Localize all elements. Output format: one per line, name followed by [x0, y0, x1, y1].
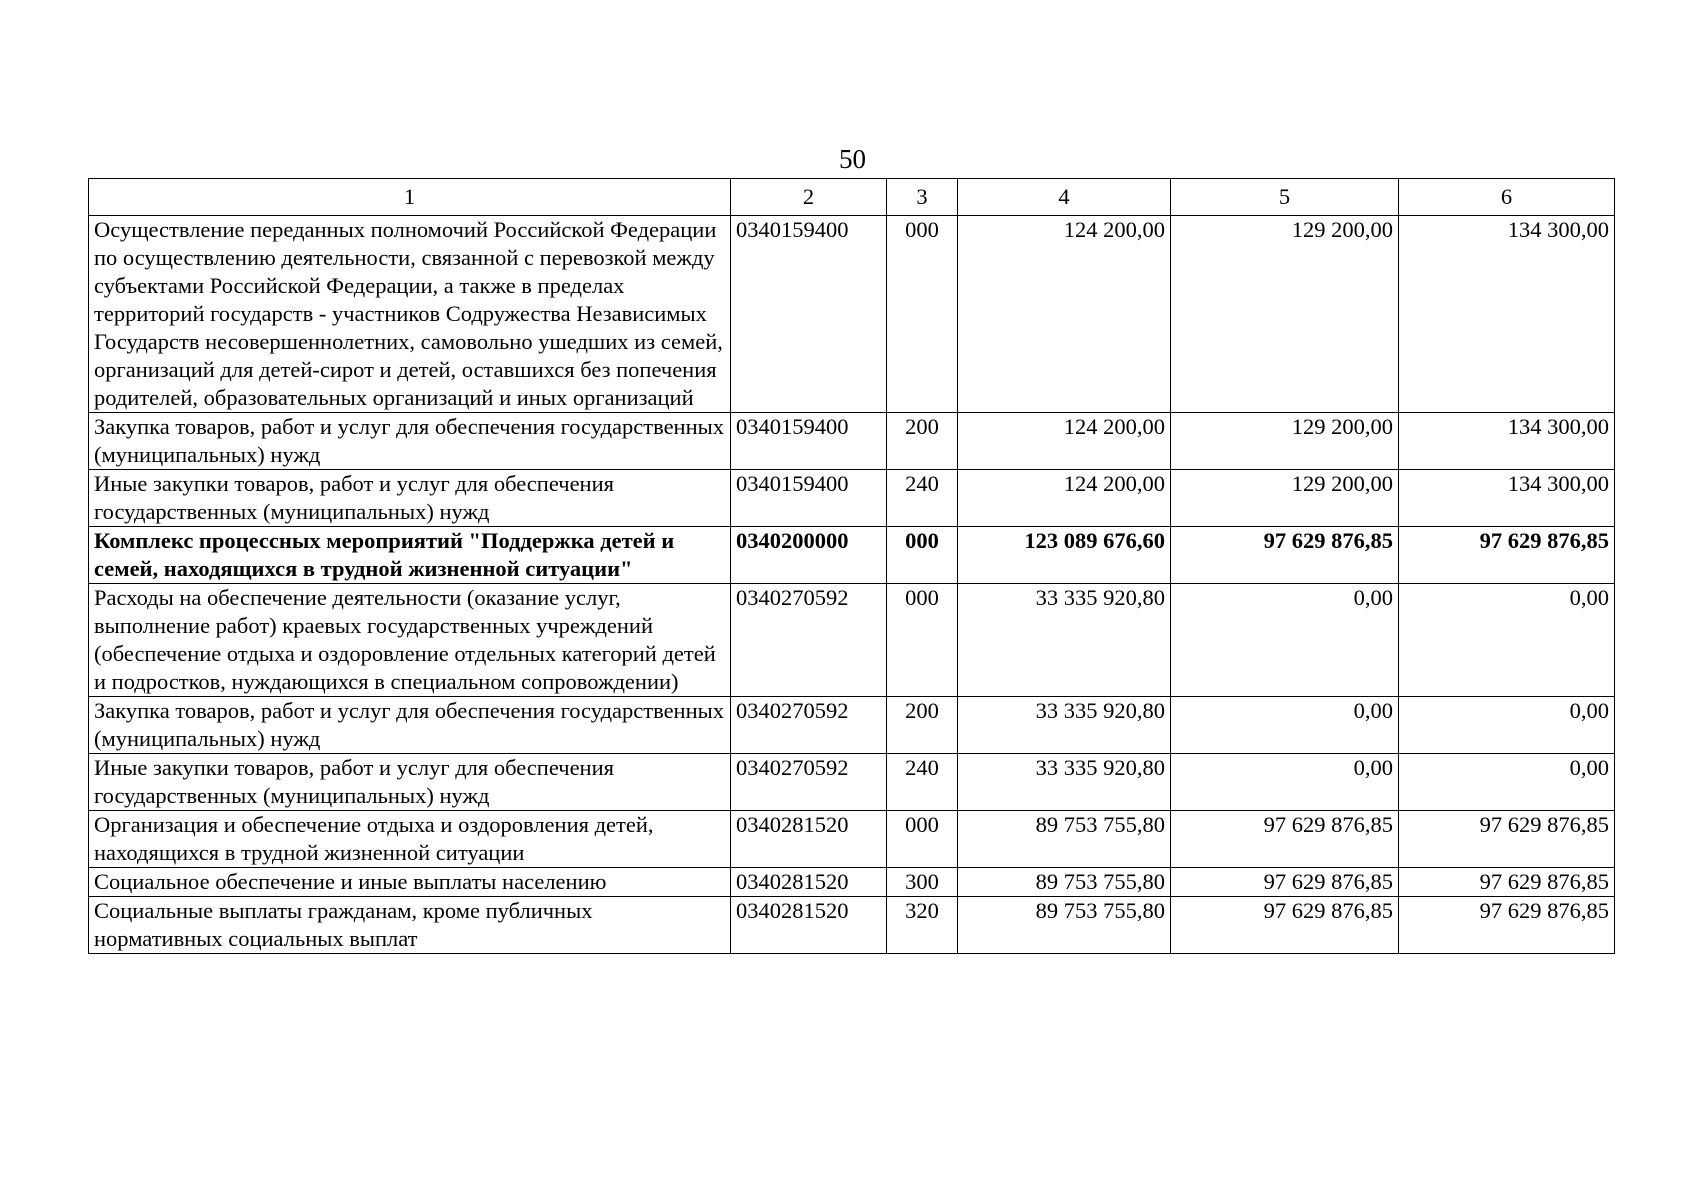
row-value-cell: 97 629 876,85 [1171, 527, 1399, 584]
row-value-cell: 134 300,00 [1399, 413, 1615, 470]
header-cell: 5 [1171, 179, 1399, 216]
row-code-cell: 0340281520 [731, 897, 887, 954]
row-value-cell: 124 200,00 [958, 413, 1171, 470]
row-value-cell: 129 200,00 [1171, 470, 1399, 527]
row-value-cell: 134 300,00 [1399, 470, 1615, 527]
row-code-cell: 0340270592 [731, 584, 887, 697]
row-type-cell: 300 [887, 868, 958, 897]
row-value-cell: 97 629 876,85 [1171, 811, 1399, 868]
header-cell: 4 [958, 179, 1171, 216]
row-type-cell: 200 [887, 413, 958, 470]
table-row [89, 470, 1615, 527]
row-value-cell: 97 629 876,85 [1399, 897, 1615, 954]
row-value-cell: 97 629 876,85 [1399, 527, 1615, 584]
row-value-cell: 97 629 876,85 [1399, 811, 1615, 868]
table-row [89, 811, 1615, 868]
row-type-cell: 000 [887, 216, 958, 413]
header-cell: 2 [731, 179, 887, 216]
row-type-cell: 000 [887, 527, 958, 584]
row-value-cell: 97 629 876,85 [1171, 897, 1399, 954]
table-row [89, 413, 1615, 470]
row-value-cell: 124 200,00 [958, 216, 1171, 413]
row-value-cell: 0,00 [1399, 754, 1615, 811]
row-type-cell: 320 [887, 897, 958, 954]
row-value-cell: 33 335 920,80 [958, 584, 1171, 697]
row-name-cell: Комплекс процессных мероприятий "Поддержка детей и семей, находящихся в трудной жизненной ситуации" [89, 527, 731, 584]
table-row [89, 897, 1615, 954]
row-value-cell: 0,00 [1171, 754, 1399, 811]
row-value-cell: 33 335 920,80 [958, 754, 1171, 811]
row-value-cell: 129 200,00 [1171, 413, 1399, 470]
row-name-cell: Иные закупки товаров, работ и услуг для обеспечения государственных (муниципальных) нужд [89, 754, 731, 811]
row-code-cell: 0340159400 [731, 470, 887, 527]
row-code-cell: 0340270592 [731, 754, 887, 811]
header-cell: 1 [89, 179, 731, 216]
row-value-cell: 89 753 755,80 [958, 868, 1171, 897]
row-value-cell: 124 200,00 [958, 470, 1171, 527]
row-value-cell: 129 200,00 [1171, 216, 1399, 413]
row-value-cell: 89 753 755,80 [958, 897, 1171, 954]
row-code-cell: 0340281520 [731, 811, 887, 868]
row-type-cell: 000 [887, 811, 958, 868]
row-name-cell: Социальные выплаты гражданам, кроме публичных нормативных социальных выплат [89, 897, 731, 954]
row-code-cell: 0340281520 [731, 868, 887, 897]
row-type-cell: 240 [887, 470, 958, 527]
row-name-cell: Иные закупки товаров, работ и услуг для обеспечения государственных (муниципальных) нужд [89, 470, 731, 527]
row-name-cell: Организация и обеспечение отдыха и оздоровления детей, находящихся в трудной жизненной ситуации [89, 811, 731, 868]
row-type-cell: 000 [887, 584, 958, 697]
header-cell: 3 [887, 179, 958, 216]
row-code-cell: 0340159400 [731, 216, 887, 413]
row-code-cell: 0340270592 [731, 697, 887, 754]
row-name-cell: Осуществление переданных полномочий Российской Федерации по осуществлению деятельности, связанной с перевозкой между субъектами Российской Федерации, а также в пределах территорий государств - участников Содружества Независимых Государств несовершеннолетних, самовольно ушедших из семей, организаций для детей-сирот и детей, оставшихся без попечения родителей, образовательных организаций и иных организаций [89, 216, 731, 413]
row-value-cell: 0,00 [1171, 697, 1399, 754]
table-row [89, 584, 1615, 697]
row-name-cell: Социальное обеспечение и иные выплаты населению [89, 868, 731, 897]
row-value-cell: 33 335 920,80 [958, 697, 1171, 754]
row-value-cell: 0,00 [1171, 584, 1399, 697]
table-row [89, 697, 1615, 754]
row-name-cell: Расходы на обеспечение деятельности (оказание услуг, выполнение работ) краевых государственных учреждений (обеспечение отдыха и оздоровление отдельных категорий детей и подростков, нуждающихся в специальном сопровождении) [89, 584, 731, 697]
row-code-cell: 0340200000 [731, 527, 887, 584]
row-value-cell: 0,00 [1399, 697, 1615, 754]
row-value-cell: 97 629 876,85 [1399, 868, 1615, 897]
page-number: 50 [839, 144, 866, 174]
row-value-cell: 134 300,00 [1399, 216, 1615, 413]
header-row [89, 179, 1615, 216]
row-value-cell: 123 089 676,60 [958, 527, 1171, 584]
row-value-cell: 0,00 [1399, 584, 1615, 697]
row-type-cell: 200 [887, 697, 958, 754]
row-name-cell: Закупка товаров, работ и услуг для обеспечения государственных (муниципальных) нужд [89, 697, 731, 754]
header-cell: 6 [1399, 179, 1615, 216]
row-code-cell: 0340159400 [731, 413, 887, 470]
row-type-cell: 240 [887, 754, 958, 811]
table-row [89, 868, 1615, 897]
row-value-cell: 97 629 876,85 [1171, 868, 1399, 897]
row-name-cell: Закупка товаров, работ и услуг для обеспечения государственных (муниципальных) нужд [89, 413, 731, 470]
table-row [89, 527, 1615, 584]
table-row [89, 216, 1615, 413]
budget-table [88, 178, 1615, 954]
row-value-cell: 89 753 755,80 [958, 811, 1171, 868]
table-row [89, 754, 1615, 811]
